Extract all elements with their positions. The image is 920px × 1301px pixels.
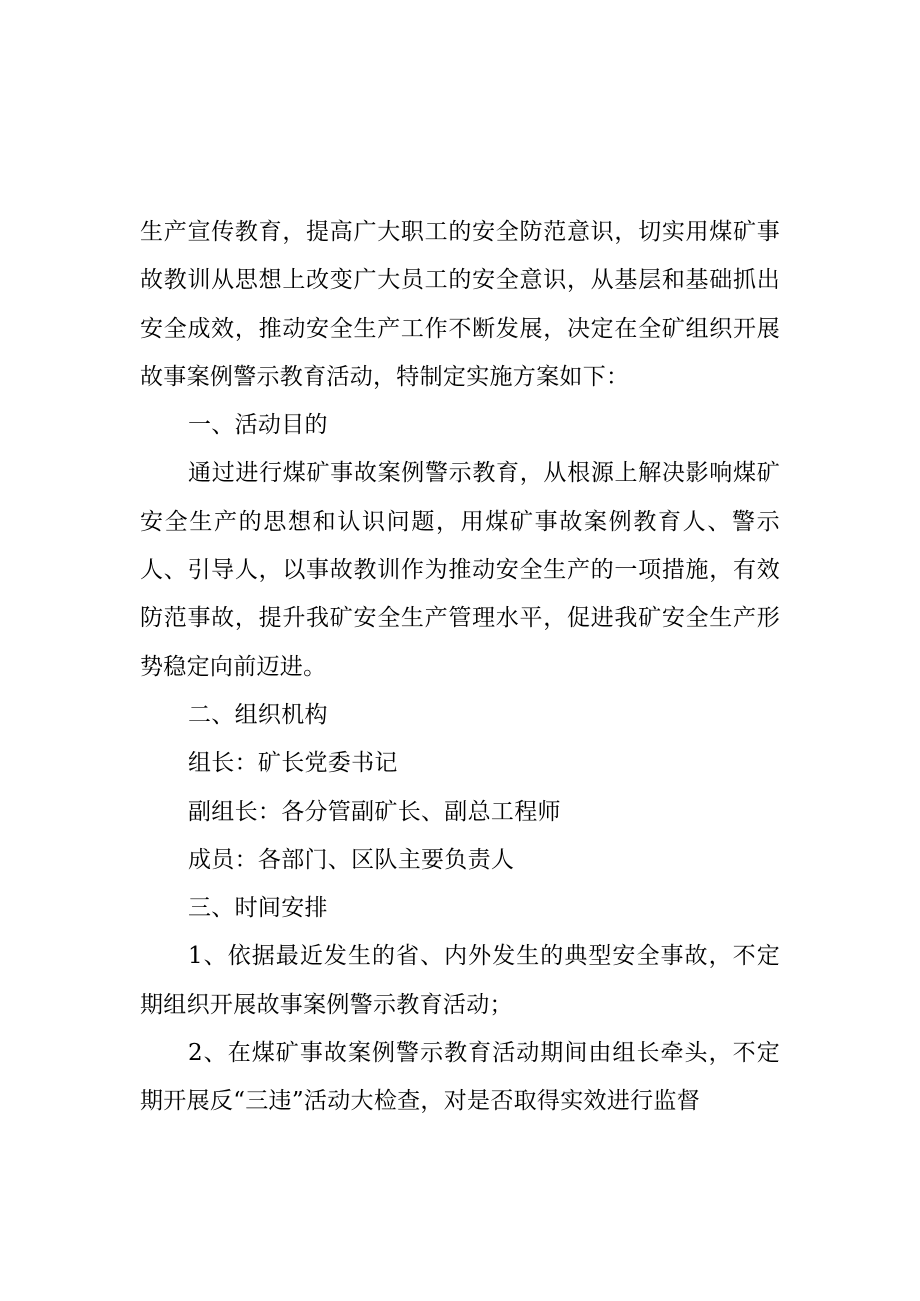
paragraph-deputy-leader: 副组长：各分管副矿长、副总工程师: [188, 798, 561, 825]
section-heading-organization: 二、组织机构: [188, 701, 328, 728]
section-heading-objective: 一、活动目的: [188, 412, 328, 439]
paragraph-leader: 组长：矿长党委书记: [188, 750, 398, 777]
paragraph-intro: 生产宣传教育，提高广大职工的安全防范意识，切实用煤矿事故教训从思想上改变广大员工的安全意识，从基层和基础抓出安全成效，推动安全生产工作不断发展，决定在全矿组织开展故事案例警示教育活动，特制定实施方案如下：: [140, 219, 780, 390]
paragraph-schedule-item-2: 2、在煤矿事故案例警示教育活动期间由组长牵头，不定期开展反“三违”活动大检查，对是否取得实效进行监督: [140, 1040, 780, 1115]
paragraph-schedule-item-1: 1、依据最近发生的省、内外发生的典型安全事故，不定期组织开展故事案例警示教育活动；: [140, 943, 780, 1018]
paragraph-objective: 通过进行煤矿事故案例警示教育，从根源上解决影响煤矿安全生产的思想和认识问题，用煤矿事故案例教育人、警示人、引导人，以事故教训作为推动安全生产的一项措施，有效防范事故，提升我矿安全生产管理水平，促进我矿安全生产形势稳定向前迈进。: [140, 460, 780, 680]
paragraph-members: 成员：各部门、区队主要负责人: [188, 846, 515, 873]
document-page: [140, 208, 780, 1126]
section-heading-schedule: 三、时间安排: [188, 895, 328, 922]
